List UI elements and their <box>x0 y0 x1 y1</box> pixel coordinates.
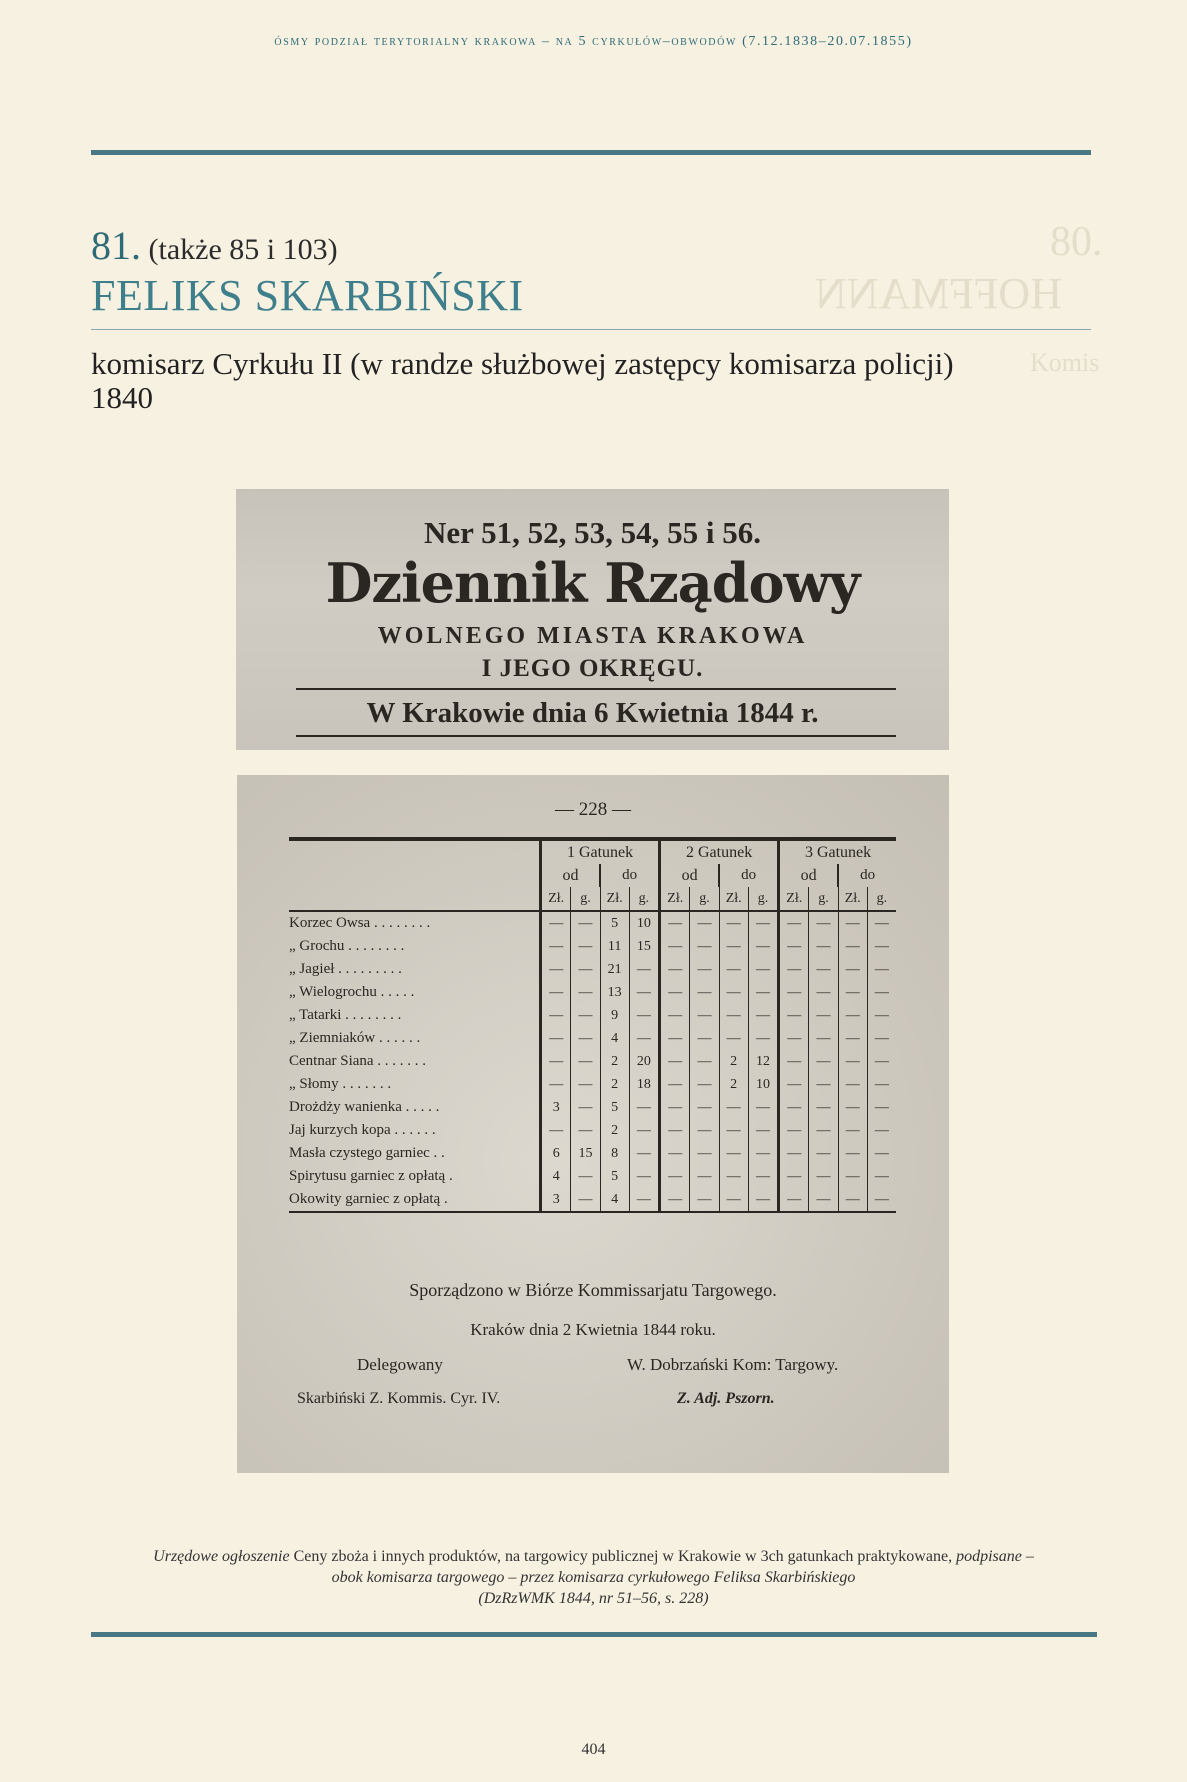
price-cell: — <box>541 1004 571 1027</box>
price-table <box>289 837 896 1213</box>
price-cell: — <box>809 1119 838 1142</box>
price-cell: — <box>748 1027 778 1050</box>
price-cell: — <box>779 935 809 958</box>
price-cell: — <box>541 1050 571 1073</box>
table-row <box>289 958 896 981</box>
row-label: „ Słomy . . . . . . . <box>289 1076 392 1092</box>
price-cell: — <box>541 1073 571 1096</box>
unit-header: g. <box>690 887 719 911</box>
price-cell: — <box>571 1073 600 1096</box>
price-cell: — <box>838 1096 867 1119</box>
price-cell: 15 <box>629 935 659 958</box>
price-cell: — <box>660 1142 690 1165</box>
price-cell: — <box>571 935 600 958</box>
caption-part: Urzędowe ogłoszenie <box>153 1548 290 1565</box>
table-row <box>289 1165 896 1188</box>
entry-heading <box>91 222 338 269</box>
price-cell: — <box>838 1188 867 1212</box>
price-cell: — <box>660 1004 690 1027</box>
price-cell: — <box>838 981 867 1004</box>
price-cell: 10 <box>748 1073 778 1096</box>
price-cell: — <box>809 1188 838 1212</box>
price-cell: 18 <box>629 1073 659 1096</box>
price-cell: 2 <box>600 1073 629 1096</box>
unit-header: g. <box>629 887 659 911</box>
unit-header: g. <box>748 887 778 911</box>
price-cell: — <box>748 1096 778 1119</box>
bleed-through-number: 80. <box>1050 219 1103 265</box>
price-cell: 13 <box>600 981 629 1004</box>
price-cell: — <box>719 981 748 1004</box>
price-cell: — <box>809 911 838 935</box>
price-cell: 12 <box>748 1050 778 1073</box>
table-row <box>289 1142 896 1165</box>
newspaper-subtitle: WOLNEGO MIASTA KRAKOWA <box>377 623 808 649</box>
price-cell: — <box>629 981 659 1004</box>
caption-part: Ceny zboża i innych produktów, na targowicy publicznej w Krakowie w 3ch gatunkach praktykowane, <box>289 1548 957 1565</box>
price-cell: — <box>748 958 778 981</box>
price-cell: — <box>867 1119 896 1142</box>
price-cell: — <box>629 958 659 981</box>
price-cell: — <box>779 1142 809 1165</box>
price-cell: — <box>779 981 809 1004</box>
price-cell: — <box>809 935 838 958</box>
price-cell: — <box>779 1165 809 1188</box>
price-cell: — <box>690 1142 719 1165</box>
price-cell: — <box>629 1188 659 1212</box>
price-cell: — <box>838 1119 867 1142</box>
price-cell: — <box>838 1050 867 1073</box>
price-cell: — <box>779 1027 809 1050</box>
table-row <box>289 981 896 1004</box>
bottom-rule <box>91 1632 1097 1637</box>
footer-signature-adjunct: Z. Adj. Pszorn. <box>677 1390 775 1407</box>
row-label: „ Grochu . . . . . . . . <box>289 938 405 954</box>
entry-year: 1840 <box>91 380 153 415</box>
price-cell: — <box>867 958 896 981</box>
bleed-through-line: Komis <box>1030 348 1100 377</box>
price-cell: — <box>867 1165 896 1188</box>
price-cell: — <box>690 1119 719 1142</box>
price-cell: — <box>719 1142 748 1165</box>
price-cell: — <box>867 1073 896 1096</box>
range-header: do <box>600 864 660 887</box>
price-cell: 20 <box>629 1050 659 1073</box>
newspaper-title: Dziennik Rządowy <box>325 551 860 615</box>
caption-part: podpisane – obok komisarza targowego – przez komisarza cyrkułowego Feliksa Skarbińskiego <box>331 1548 1034 1586</box>
row-label: „ Tatarki . . . . . . . . <box>289 1007 402 1023</box>
unit-header: g. <box>867 887 896 911</box>
price-cell: — <box>690 981 719 1004</box>
price-cell: — <box>571 1119 600 1142</box>
price-cell: — <box>748 1165 778 1188</box>
price-cell: 3 <box>541 1188 571 1212</box>
footer-delegate: Delegowany <box>357 1355 443 1374</box>
entry-name: FELIKS SKARBIŃSKI <box>91 271 524 320</box>
price-cell: 21 <box>600 958 629 981</box>
price-cell: — <box>748 1119 778 1142</box>
price-cell: — <box>690 935 719 958</box>
row-label: Masła czystego garniec . . <box>289 1145 445 1161</box>
price-cell: — <box>571 911 600 935</box>
unit-header: Zł. <box>541 887 571 911</box>
price-cell: — <box>779 1004 809 1027</box>
price-cell: — <box>719 1165 748 1188</box>
price-cell: — <box>779 1188 809 1212</box>
price-cell: — <box>719 1188 748 1212</box>
price-cell: — <box>541 911 571 935</box>
price-cell: — <box>660 1027 690 1050</box>
price-cell: — <box>571 1027 600 1050</box>
price-cell: — <box>571 1050 600 1073</box>
price-cell: — <box>748 935 778 958</box>
entry-number: 81. <box>91 223 141 268</box>
price-cell: — <box>838 911 867 935</box>
table-row <box>289 1096 896 1119</box>
price-cell: — <box>629 1096 659 1119</box>
grade-header: 3 Gatunek <box>779 839 896 864</box>
row-label: Okowity garniec z opłatą . <box>289 1188 541 1212</box>
price-cell: — <box>838 958 867 981</box>
row-label: Drożdży wanienka . . . . . <box>289 1099 440 1115</box>
price-cell: 15 <box>571 1142 600 1165</box>
price-cell: 5 <box>600 911 629 935</box>
range-header: do <box>838 864 896 887</box>
price-cell: 9 <box>600 1004 629 1027</box>
price-cell: — <box>867 1027 896 1050</box>
price-cell: — <box>690 958 719 981</box>
row-label: „ Wielogrochu . . . . . <box>289 984 415 1000</box>
unit-header: Zł. <box>600 887 629 911</box>
price-cell: — <box>809 1004 838 1027</box>
row-label: Jaj kurzych kopa . . . . . . <box>289 1122 436 1138</box>
price-cell: — <box>748 1142 778 1165</box>
price-cell: 2 <box>719 1050 748 1073</box>
price-cell: — <box>748 1004 778 1027</box>
price-cell: — <box>867 981 896 1004</box>
table-row <box>289 1050 896 1073</box>
price-cell: — <box>571 981 600 1004</box>
price-cell: 4 <box>541 1165 571 1188</box>
entry-also: (także 85 i 103) <box>148 233 338 266</box>
price-cell: — <box>629 1142 659 1165</box>
price-cell: — <box>660 1188 690 1212</box>
price-cell: — <box>690 1096 719 1119</box>
price-cell: — <box>779 1073 809 1096</box>
price-cell: — <box>719 958 748 981</box>
unit-header: Zł. <box>660 887 690 911</box>
price-cell: — <box>809 1027 838 1050</box>
price-cell: — <box>867 1142 896 1165</box>
price-cell: — <box>838 1004 867 1027</box>
price-cell: — <box>779 1096 809 1119</box>
price-cell: — <box>719 935 748 958</box>
price-cell: — <box>867 1050 896 1073</box>
price-cell: — <box>690 1165 719 1188</box>
price-cell: — <box>779 911 809 935</box>
price-cell: — <box>838 1142 867 1165</box>
price-cell: 2 <box>600 1050 629 1073</box>
range-row <box>289 864 896 887</box>
price-cell: — <box>571 958 600 981</box>
unit-header: g. <box>571 887 600 911</box>
row-label: „ Ziemniaków . . . . . . <box>289 1030 421 1046</box>
issue-numbers: Ner 51, 52, 53, 54, 55 i 56. <box>424 515 761 550</box>
scan-page-number: — 228 — <box>555 799 631 820</box>
price-cell: 4 <box>600 1027 629 1050</box>
table-row <box>289 1119 896 1142</box>
footer-commissioner: W. Dobrzański Kom: Targowy. <box>627 1355 839 1374</box>
price-cell: — <box>809 1050 838 1073</box>
price-cell: — <box>571 1096 600 1119</box>
price-cell: 11 <box>600 935 629 958</box>
issue-date: W Krakowie dnia 6 Kwietnia 1844 r. <box>366 697 819 729</box>
footer-prepared: Sporządzono w Biórze Kommissarjatu Targowego. <box>409 1280 777 1300</box>
price-cell: — <box>867 1188 896 1212</box>
price-cell: — <box>867 911 896 935</box>
table-row <box>289 911 896 935</box>
price-cell: — <box>748 981 778 1004</box>
price-cell: — <box>809 1073 838 1096</box>
price-cell: — <box>809 958 838 981</box>
footer-place-date: Kraków dnia 2 Kwietnia 1844 roku. <box>470 1320 716 1339</box>
price-cell: — <box>541 958 571 981</box>
price-cell: — <box>660 958 690 981</box>
price-cell: — <box>629 1165 659 1188</box>
price-cell: — <box>748 1188 778 1212</box>
price-cell: — <box>690 1004 719 1027</box>
price-cell: — <box>719 1027 748 1050</box>
price-cell: — <box>838 1073 867 1096</box>
entry-role: komisarz Cyrkułu II (w randze służbowej zastępcy komisarza policji) <box>91 346 954 381</box>
running-head: ósmy podział terytorialny krakowa – na 5 cyrkułów–obwodów (7.12.1838–20.07.1855) <box>274 34 913 49</box>
price-cell: — <box>809 1096 838 1119</box>
price-cell: — <box>660 981 690 1004</box>
price-cell: — <box>779 958 809 981</box>
unit-header: Zł. <box>719 887 748 911</box>
table-row <box>289 1188 896 1212</box>
price-cell: — <box>779 1119 809 1142</box>
name-rule <box>91 329 1091 330</box>
price-cell: — <box>571 1188 600 1212</box>
price-rows <box>289 911 896 1212</box>
price-cell: — <box>719 1096 748 1119</box>
price-cell: — <box>571 1165 600 1188</box>
price-cell: — <box>748 911 778 935</box>
price-cell: — <box>660 1165 690 1188</box>
price-cell: 4 <box>600 1188 629 1212</box>
price-cell: — <box>541 1119 571 1142</box>
figure-caption <box>150 1546 1037 1609</box>
row-label: Centnar Siana . . . . . . . <box>289 1053 427 1069</box>
range-header: od <box>660 864 720 887</box>
price-cell: 6 <box>541 1142 571 1165</box>
grade-row <box>289 839 896 864</box>
price-cell: — <box>838 1165 867 1188</box>
top-rule <box>91 150 1091 155</box>
price-cell: — <box>629 1119 659 1142</box>
price-cell: — <box>660 1050 690 1073</box>
price-cell: — <box>690 1027 719 1050</box>
range-header: do <box>719 864 779 887</box>
newspaper-header-scan <box>236 489 949 750</box>
price-cell: — <box>660 935 690 958</box>
row-label: „ Jagieł . . . . . . . . . <box>289 961 402 977</box>
price-cell: 10 <box>629 911 659 935</box>
range-header: od <box>779 864 839 887</box>
price-cell: — <box>867 935 896 958</box>
price-cell: — <box>809 981 838 1004</box>
price-cell: — <box>867 1004 896 1027</box>
grade-header: 1 Gatunek <box>541 839 660 864</box>
newspaper-subtitle-2: I JEGO OKRĘGU. <box>481 655 704 682</box>
price-cell: — <box>629 1027 659 1050</box>
header-rule-2 <box>296 735 896 737</box>
unit-row <box>289 887 896 911</box>
price-cell: — <box>629 1004 659 1027</box>
price-cell: — <box>719 1119 748 1142</box>
price-cell: 2 <box>719 1073 748 1096</box>
table-row <box>289 1004 896 1027</box>
price-cell: — <box>838 1027 867 1050</box>
price-cell: — <box>779 1050 809 1073</box>
table-row <box>289 935 896 958</box>
unit-header: g. <box>809 887 838 911</box>
price-cell: — <box>690 1050 719 1073</box>
price-cell: — <box>660 1073 690 1096</box>
price-table-scan <box>237 775 949 1473</box>
price-cell: 3 <box>541 1096 571 1119</box>
caption-source: (DzRzWMK 1844, nr 51–56, s. 228) <box>478 1590 709 1607</box>
price-cell: 5 <box>600 1165 629 1188</box>
price-cell: — <box>809 1142 838 1165</box>
price-cell: — <box>809 1165 838 1188</box>
price-cell: 8 <box>600 1142 629 1165</box>
grade-header: 2 Gatunek <box>660 839 779 864</box>
price-cell: — <box>719 1004 748 1027</box>
range-header: od <box>541 864 601 887</box>
unit-header: Zł. <box>838 887 867 911</box>
price-cell: — <box>571 1004 600 1027</box>
footer-signature-skarbinski: Skarbiński Z. Kommis. Cyr. IV. <box>297 1390 501 1407</box>
row-label: Korzec Owsa . . . . . . . . <box>289 915 431 931</box>
price-cell: — <box>838 935 867 958</box>
table-row <box>289 1073 896 1096</box>
price-cell: 5 <box>600 1096 629 1119</box>
price-cell: — <box>660 911 690 935</box>
page-number: 404 <box>581 1741 606 1758</box>
price-cell: — <box>541 1027 571 1050</box>
unit-header: Zł. <box>779 887 809 911</box>
price-cell: — <box>867 1096 896 1119</box>
header-rule <box>296 688 896 690</box>
price-cell: — <box>541 935 571 958</box>
bleed-through-name: HOFFMANN <box>815 269 1062 318</box>
price-cell: — <box>719 911 748 935</box>
price-cell: 2 <box>600 1119 629 1142</box>
price-cell: — <box>541 981 571 1004</box>
table-row <box>289 1027 896 1050</box>
price-cell: — <box>690 1073 719 1096</box>
price-cell: — <box>690 911 719 935</box>
price-cell: — <box>690 1188 719 1212</box>
row-label: Spirytusu garniec z opłatą . <box>289 1168 453 1184</box>
price-cell: — <box>660 1119 690 1142</box>
price-cell: — <box>660 1096 690 1119</box>
